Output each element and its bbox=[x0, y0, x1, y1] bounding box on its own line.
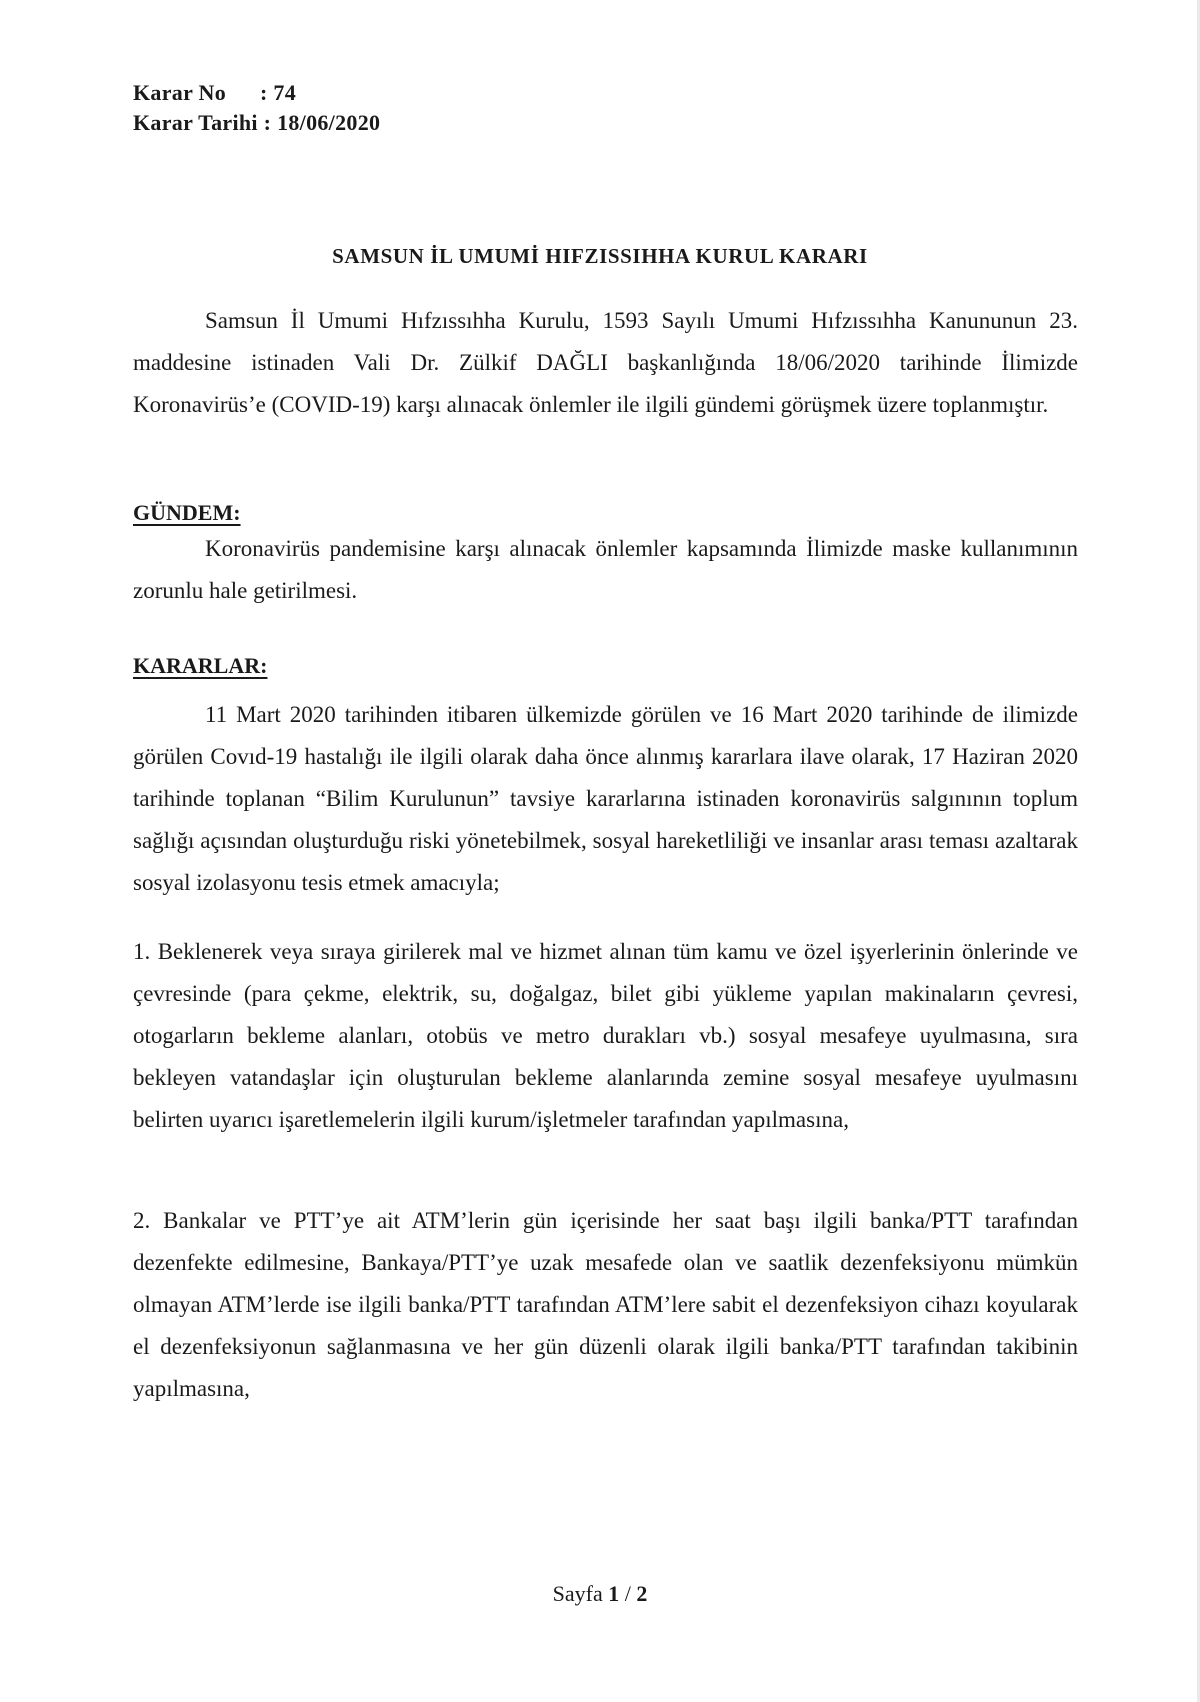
decision-no-label: Karar No bbox=[133, 80, 227, 105]
page-current: 1 bbox=[608, 1581, 620, 1606]
intro-paragraph: Samsun İl Umumi Hıfzıssıhha Kurulu, 1593 Sayılı Umumi Hıfzıssıhha Kanununun 23. maddesine istinaden Vali Dr. Zülkif DAĞLI başkanlığında 18/06/2020 tarihinde İlimizde Koronavirüs’e (COVID-19) karşı alınacak önlemler ile ilgili gündemi görüşmek üzere toplanmıştır. bbox=[133, 308, 1078, 417]
document-title: SAMSUN İL UMUMİ HIFZISSIHHA KURUL KARARI bbox=[332, 244, 868, 268]
decisions-heading: KARARLAR: bbox=[133, 653, 268, 678]
page-label: Sayfa bbox=[552, 1581, 603, 1606]
decision-meta bbox=[133, 78, 380, 138]
decision-date-label: Karar Tarihi bbox=[133, 110, 258, 135]
agenda-heading: GÜNDEM: bbox=[133, 500, 241, 525]
page-total: 2 bbox=[636, 1581, 648, 1606]
agenda-text: Koronavirüs pandemisine karşı alınacak önlemler kapsamında İlimizde maske kullanımının zorunlu hale getirilmesi. bbox=[133, 536, 1078, 603]
decision-date-row bbox=[133, 108, 380, 138]
decision-item-1: 1. Beklenerek veya sıraya girilerek mal ve hizmet alınan tüm kamu ve özel işyerlerinin önlerinde ve çevresinde (para çekme, elektrik, su, doğalgaz, bilet gibi yükleme yapılan makinaların çevresi, otogarların bekleme alanları, otobüs ve metro durakları vb.) sosyal mesafeye uyulmasına, sıra bekleyen vatandaşlar için oluşturulan bekleme alanlarında zemine sosyal mesafeye uyulmasını belirten uyarıcı işaretlemelerin ilgili kurum/işletmeler tarafından yapılmasına, bbox=[133, 939, 1078, 1132]
decision-no-row bbox=[133, 78, 380, 108]
decision-no-value: : 74 bbox=[260, 80, 297, 105]
decision-item-2: 2. Bankalar ve PTT’ye ait ATM’lerin gün içerisinde her saat başı ilgili banka/PTT tarafından dezenfekte edilmesine, Bankaya/PTT’ye uzak mesafede olan ve saatlik dezenfeksiyonu mümkün olmayan ATM’lerde ise ilgili banka/PTT tarafından ATM’lere sabit el dezenfeksiyon cihazı koyularak el dezenfeksiyonun sağlanmasına ve her gün düzenli olarak ilgili banka/PTT tarafından takibinin yapılmasına, bbox=[133, 1208, 1078, 1401]
page-footer bbox=[0, 1581, 1200, 1607]
page-separator: / bbox=[624, 1581, 631, 1606]
decisions-preamble: 11 Mart 2020 tarihinden itibaren ülkemizde görülen ve 16 Mart 2020 tarihinde de ilimizde görülen Covıd-19 hastalığı ile ilgili olarak daha önce alınmış kararlara ilave olarak, 17 Haziran 2020 tarihinde toplanan “Bilim Kurulunun” tavsiye kararlarına istinaden koronavirüs salgınının toplum sağlığı açısından oluşturduğu riski yönetebilmek, sosyal hareketliliği ve insanlar arası teması azaltarak sosyal izolasyonu tesis etmek amacıyla; bbox=[133, 702, 1078, 895]
decision-date-value: : 18/06/2020 bbox=[263, 110, 381, 135]
